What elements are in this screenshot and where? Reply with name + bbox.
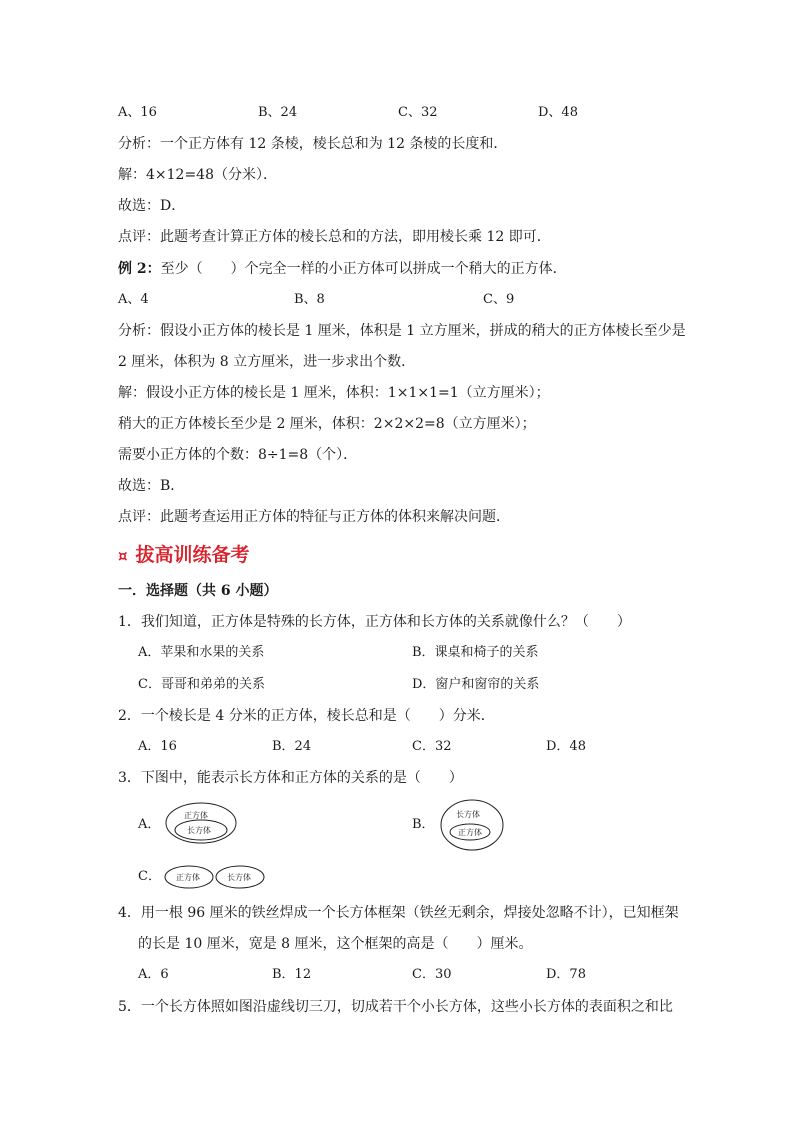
q3-option-a-label[interactable]: A．: [138, 817, 161, 832]
q3-option-c-diagram[interactable]: [164, 864, 266, 890]
ex2-question-line: [118, 260, 567, 278]
q1-option-a[interactable]: A．苹果和水果的关系: [138, 645, 265, 660]
q1-text: 1．我们知道，正方体是特殊的长方体，正方体和长方体的关系就像什么？（ ）: [118, 614, 631, 630]
q2-option-a[interactable]: A．16: [138, 739, 177, 754]
q2-option-c[interactable]: C．32: [412, 739, 452, 754]
ex1-solution: 解：4×12=48（分米）．: [118, 167, 277, 183]
ex2-comment: 点评：此题考查运用正方体的特征与正方体的体积来解决问题．: [118, 509, 510, 525]
q3-option-b-diagram[interactable]: [438, 798, 506, 854]
section-subtitle: 一．选择题（共 6 小题）: [118, 583, 278, 599]
ex2-analysis-line-2: 2 厘米，体积为 8 立方厘米，进一步求出个数．: [118, 354, 416, 370]
ex2-analysis-line-1: 分析：假设小正方体的棱长是 1 厘米，体积是 1 立方厘米，拼成的稍大的正方体棱长至少是: [118, 323, 686, 339]
ex1-option-c: C、32: [398, 105, 438, 120]
ex2-solution-line-1: 解：假设小正方体的棱长是 1 厘米，体积：1×1×1=1（立方厘米）；: [118, 385, 550, 401]
q1-option-c[interactable]: C．哥哥和弟弟的关系: [138, 677, 265, 692]
q3-b-outer-label: 长方体: [456, 810, 480, 819]
q3-a-inner-label: 长方体: [187, 826, 211, 835]
ex2-option-a: A、4: [118, 292, 149, 307]
q1-option-d[interactable]: D．窗户和窗帘的关系: [412, 677, 540, 692]
q4-option-b[interactable]: B．12: [272, 967, 312, 982]
q5-text: 5．一个长方体照如图沿虚线切三刀，切成若干个小长方体，这些小长方体的表面积之和比: [118, 999, 673, 1015]
ex1-option-d: D、48: [538, 105, 578, 120]
ex1-comment: 点评：此题考查计算正方体的棱长总和的方法，即用棱长乘 12 即可．: [118, 229, 551, 245]
q4-text-line-1: 4．用一根 96 厘米的铁丝焊成一个长方体框架（铁丝无剩余，焊接处忽略不计），已知框架: [118, 905, 679, 921]
ex1-option-a: A、16: [118, 105, 157, 120]
q4-option-a[interactable]: A．6: [138, 967, 169, 982]
ex2-option-b: B、8: [294, 292, 325, 307]
q3-text: 3．下图中，能表示长方体和正方体的关系的是（ ）: [118, 770, 463, 786]
q4-option-d[interactable]: D．78: [546, 967, 586, 982]
ex2-label: 例 2：: [118, 261, 161, 277]
q2-option-b[interactable]: B．24: [272, 739, 312, 754]
ex2-solution-line-2: 稍大的正方体棱长至少是 2 厘米，体积：2×2×2=8（立方厘米）；: [118, 416, 536, 432]
ex2-answer: 故选：B．: [118, 478, 185, 494]
section-mark-icon: ¤: [118, 547, 128, 565]
q3-option-c-label[interactable]: C．: [138, 869, 161, 884]
q4-text-line-2: 的长是 10 厘米，宽是 8 厘米，这个框架的高是（ ）厘米。: [138, 936, 533, 952]
ex2-option-c: C、9: [483, 292, 515, 307]
q3-option-b-label[interactable]: B．: [412, 817, 435, 832]
q3-b-outer-ellipse: [441, 800, 503, 850]
q3-a-outer-ellipse: [166, 803, 236, 843]
q3-option-a-diagram[interactable]: [164, 800, 240, 848]
ex2-question: 至少（ ）个完全一样的小正方体可以拼成一个稍大的正方体．: [160, 261, 567, 277]
q3-c-right-label: 长方体: [227, 873, 251, 882]
q2-text: 2．一个棱长是 4 分米的正方体，棱长总和是（ ）分米．: [118, 708, 495, 724]
ex1-analysis: 分析：一个正方体有 12 条棱，棱长总和为 12 条棱的长度和．: [118, 136, 508, 152]
ex1-answer: 故选：D．: [118, 198, 186, 214]
q3-c-left-label: 正方体: [176, 873, 200, 882]
q1-option-b[interactable]: B．课桌和椅子的关系: [412, 645, 539, 660]
q3-b-inner-label: 正方体: [458, 828, 482, 837]
section-heading: [118, 540, 250, 567]
q4-option-c[interactable]: C．30: [412, 967, 452, 982]
ex1-option-b: B、24: [258, 105, 298, 120]
section-title: 拔高训练备考: [135, 544, 250, 566]
q2-option-d[interactable]: D．48: [546, 739, 586, 754]
ex2-solution-line-3: 需要小正方体的个数：8÷1=8（个）．: [118, 447, 358, 463]
q3-a-outer-label: 正方体: [184, 811, 208, 820]
